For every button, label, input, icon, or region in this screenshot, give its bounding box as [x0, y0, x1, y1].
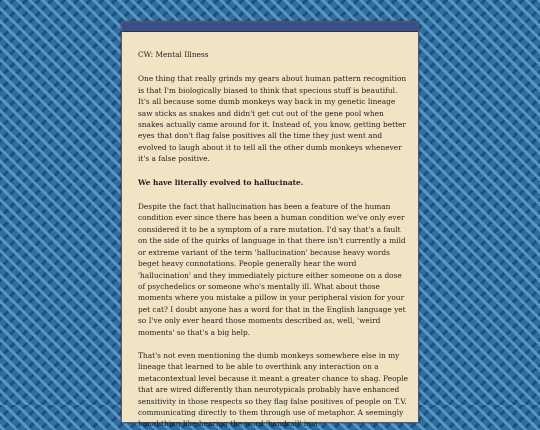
- text-post: [121, 21, 419, 429]
- post-paragraph: One thing that really grinds my gears about human pattern recognition is that I'm biologically biased to think that specious stuff is beautiful. It's all because some dumb monkeys way back in my genetic lineage saw sticks as snakes and didn't get cut out of the gene pool when snakes actually came around for it. Instead of, you know, getting better eyes that don't flag false positives all the time they just went and evolved to laugh about it to tell all the other dumb monkeys whenever it's a false positive.: [138, 74, 407, 164]
- post-body: [122, 32, 418, 430]
- post-bold-statement: We have literally evolved to hallucinate.: [138, 177, 304, 187]
- post-paragraph: That's not even mentioning the dumb monkeys somewhere else in my lineage that learned to be able to overthink any interaction on a metacontextual level because it meant a greater chance to shag. People that are wired differently than neurotypicals probably have enhanced sensitivity in those respects so they flag false positives of people on T.V. communicating directly to them through use of metaphor. A seemingly banal thing like hearing the word 'handrail' in a: [138, 350, 408, 429]
- content-warning: CW: Mental Illness: [138, 50, 209, 59]
- post-paragraph: Despite the fact that hallucination has been a feature of the human condition ever since there has been a human condition we've only ever considered it to be a symptom of a rare mutation. I'd say that's a fault on the side of the quirks of language in that there isn't currently a mild or extreme variant of the term 'hallucination' because heavy words beget heavy connotations. People generally hear the word 'hallucination' and they immediately picture either someone on a dose of psychedelics or someone who's mentally ill. What about those moments where you mistake a pillow in your peripheral vision for your pet cat? I doubt anyone has a word for that in the English language yet so I've only ever heard those moments described as, well, 'weird moments' so that's a big help.: [138, 202, 406, 337]
- post-header-bar: [122, 22, 418, 32]
